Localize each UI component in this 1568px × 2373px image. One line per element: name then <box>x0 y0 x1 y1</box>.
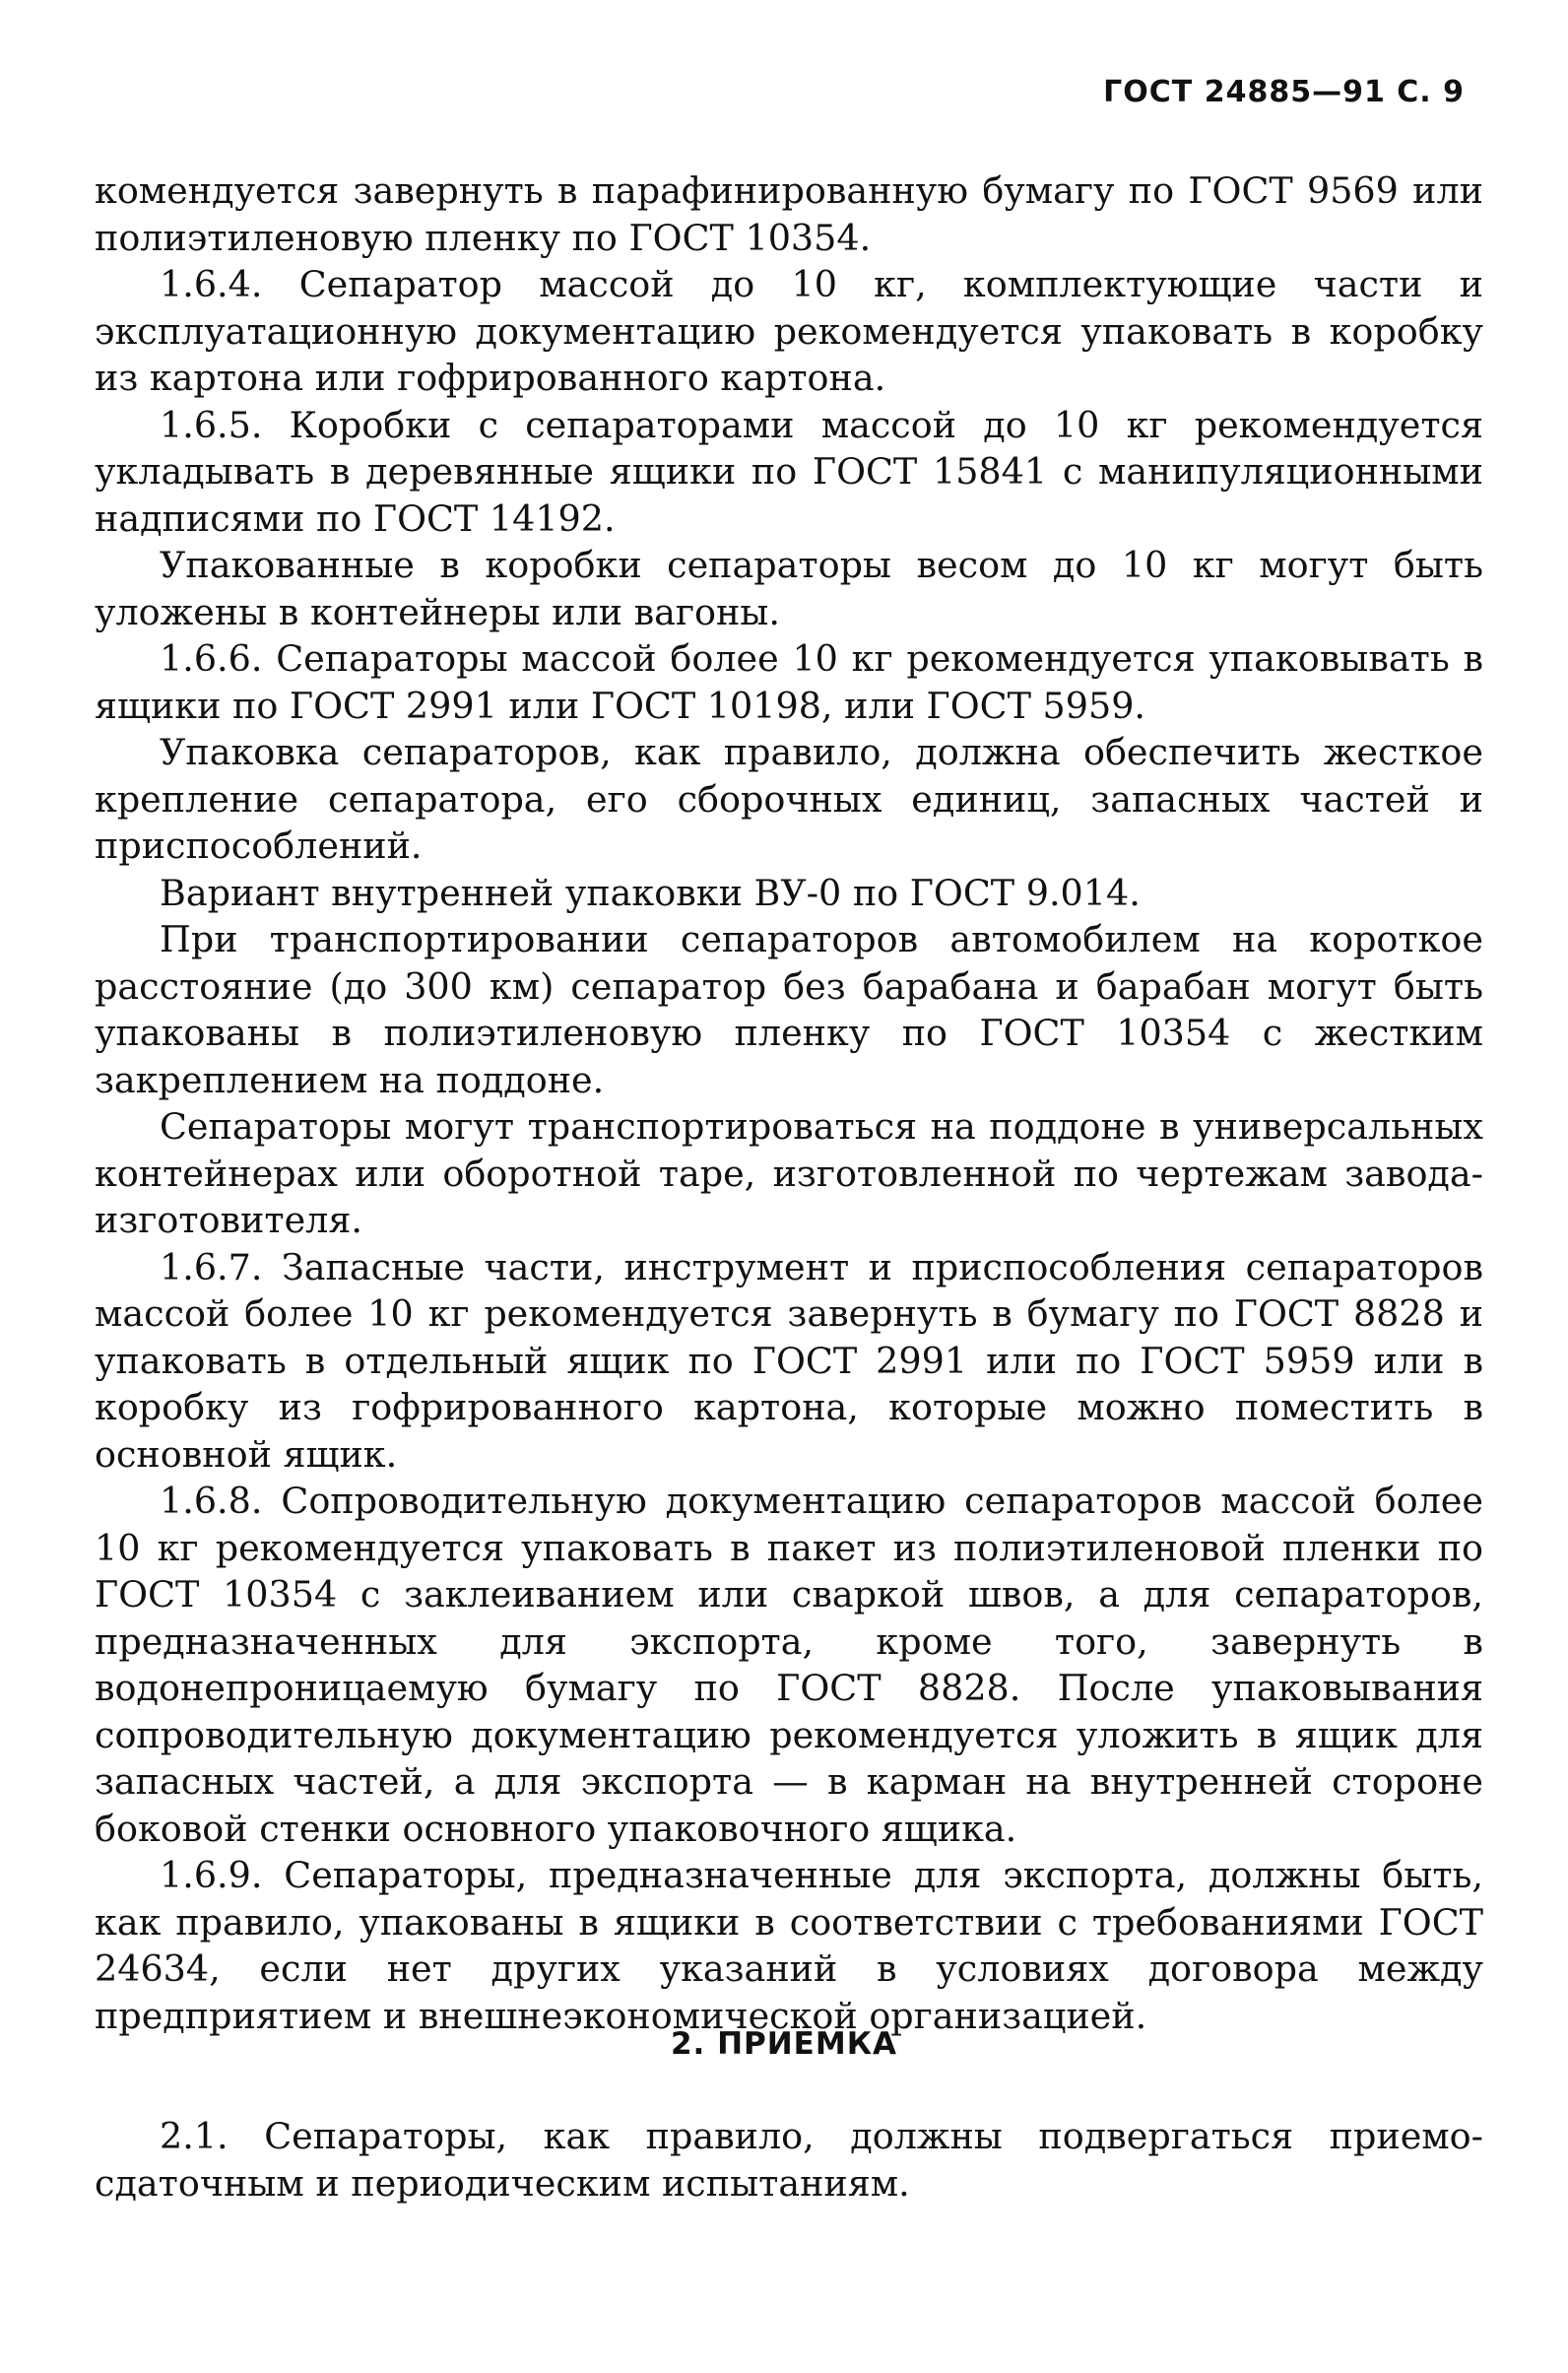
paragraph: 1.6.7. Запасные части, инструмент и приспособления сепараторов массой более 10 кг рекомендуется завернуть в бумагу по ГОСТ 8828 и упаковать в отдельный ящик по ГОСТ 2991 или по ГОСТ 5959 или в коробку из гофрированного картона, которые можно поместить в основной ящик. <box>95 1245 1483 1476</box>
paragraph: Вариант внутренней упаковки ВУ-0 по ГОСТ 9.014. <box>160 871 1141 914</box>
paragraph: 1.6.4. Сепаратор массой до 10 кг, комплектующие части и эксплуатационную документацию рекомендуется упаковать в коробку из картона или гофрированного картона. <box>95 263 1483 399</box>
section-title: 2. ПРИЕМКА <box>670 2026 898 2062</box>
body-text <box>95 167 1483 2039</box>
page-header: ГОСТ 24885—91 С. 9 <box>1103 75 1465 109</box>
paragraph: 2.1. Сепараторы, как правило, должны подвергаться приемо-сдаточным и периодическим испытаниям. <box>95 2115 1483 2205</box>
paragraph: При транспортировании сепараторов автомобилем на короткое расстояние (до 300 км) сепаратор без барабана и барабан могут быть упакованы в полиэтиленовую пленку по ГОСТ 10354 с жестким закреплением на поддоне. <box>95 918 1483 1101</box>
section-body <box>95 2113 1483 2207</box>
paragraph: 1.6.5. Коробки с сепараторами массой до 10 кг рекомендуется укладывать в деревянные ящики по ГОСТ 15841 с манипуляционными надписями по ГОСТ 14192. <box>95 403 1483 540</box>
paragraph: Упаковка сепараторов, как правило, должна обеспечить жесткое крепление сепаратора, его сборочных единиц, запасных частей и приспособлений. <box>95 731 1483 867</box>
paragraph: Сепараторы могут транспортироваться на поддоне в универсальных контейнерах или оборотной таре, изготовленной по чертежам завода-изготовителя. <box>95 1105 1483 1241</box>
paragraph: 1.6.9. Сепараторы, предназначенные для экспорта, должны быть, как правило, упакованы в ящики в соответствии с требованиями ГОСТ 24634, если нет других указаний в условиях договора между предприятием и внешнеэкономической организацией. <box>95 1854 1483 2037</box>
paragraph: 1.6.8. Сопроводительную документацию сепараторов массой более 10 кг рекомендуется упаковать в пакет из полиэтиленовой пленки по ГОСТ 10354 с заклеиванием или сваркой швов, а для сепараторов, предназначенных для экспорта, кроме того, завернуть в водонепроницаемую бумагу по ГОСТ 8828. После упаковывания сопроводительную документацию рекомендуется уложить в ящик для запасных частей, а для экспорта — в карман на внутренней стороне боковой стенки основного упаковочного ящика. <box>95 1480 1483 1850</box>
paragraph: комендуется завернуть в парафинированную бумагу по ГОСТ 9569 или полиэтиленовую пленку по ГОСТ 10354. <box>95 169 1483 259</box>
paragraph: 1.6.6. Сепараторы массой более 10 кг рекомендуется упаковывать в ящики по ГОСТ 2991 или ГОСТ 10198, или ГОСТ 5959. <box>95 637 1483 727</box>
paragraph: Упакованные в коробки сепараторы весом до 10 кг могут быть уложены в контейнеры или вагоны. <box>95 544 1483 633</box>
